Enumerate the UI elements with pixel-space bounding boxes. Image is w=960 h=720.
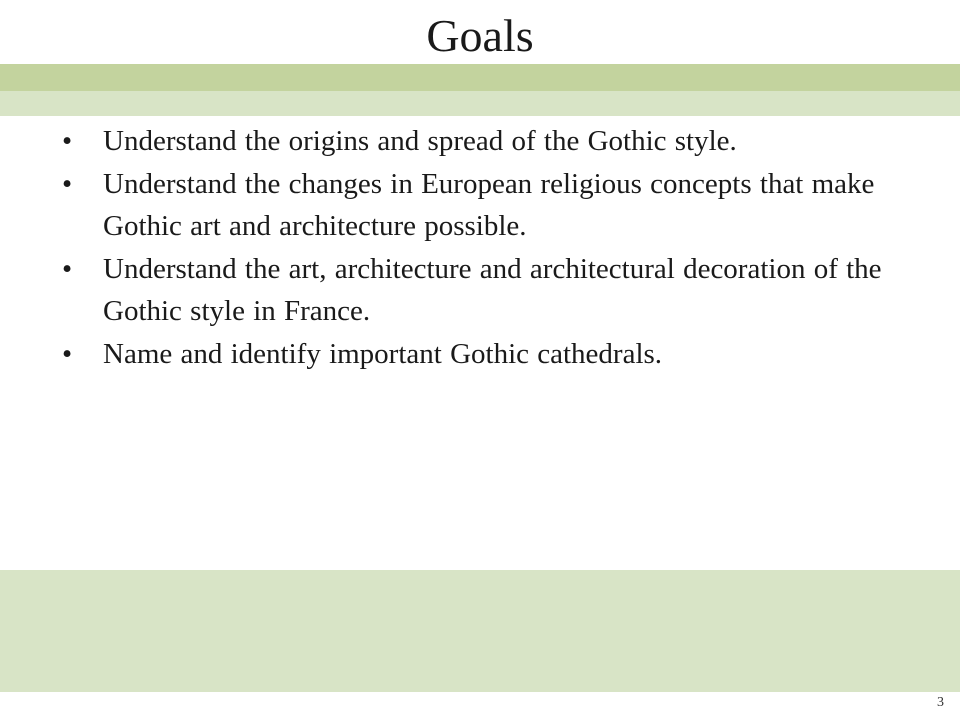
bullet-item — [62, 248, 922, 333]
slide-title: Goals — [426, 10, 534, 61]
bullet-item — [62, 163, 922, 248]
bullet-text: Name and identify important Gothic cathedrals. — [103, 337, 663, 370]
page-number: 3 — [937, 695, 944, 710]
bullet-list — [62, 120, 922, 375]
bullet-item — [62, 120, 922, 163]
bullet-text: Understand the changes in European religious concepts that make Gothic art and architecture possible. — [103, 167, 875, 242]
bullet-text: Understand the art, architecture and architectural decoration of the Gothic style in France. — [103, 252, 882, 327]
bullet-icon: • — [62, 167, 73, 200]
bullet-icon: • — [62, 125, 73, 157]
bullet-icon: • — [62, 252, 73, 285]
header-band-dark — [0, 64, 960, 91]
header-band-light — [0, 91, 960, 116]
bullet-icon: • — [62, 337, 73, 370]
bullet-item — [62, 333, 922, 376]
bullet-text: Understand the origins and spread of the Gothic style. — [103, 125, 737, 157]
footer-band — [0, 570, 960, 692]
